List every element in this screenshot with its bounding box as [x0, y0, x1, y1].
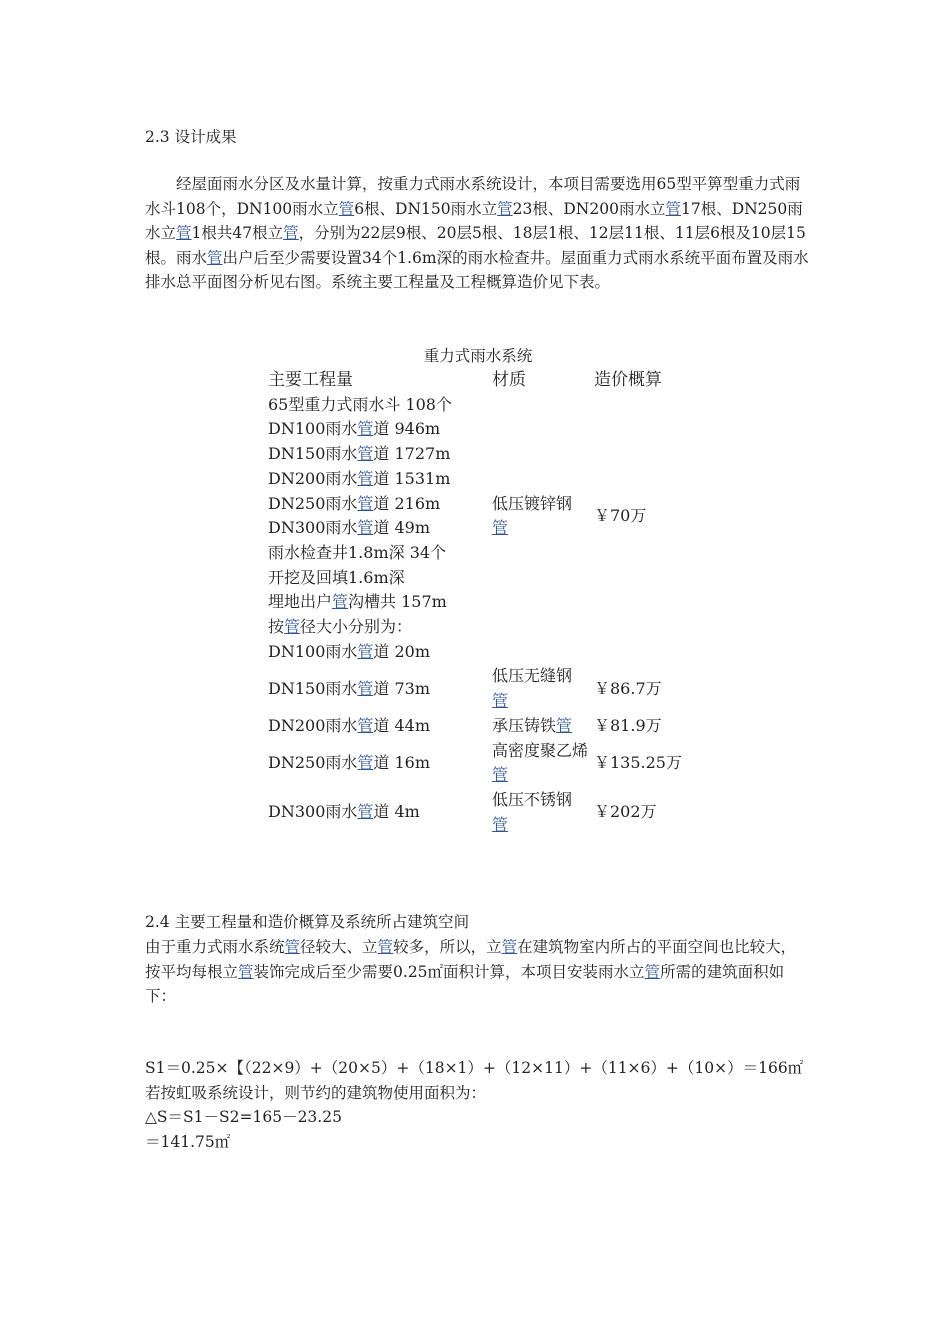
item-line — [268, 516, 492, 541]
section-2-4-paragraph — [145, 935, 810, 1009]
text-run: 雨水检查井1.8m深 34个 — [268, 542, 447, 562]
pipe-link[interactable]: 管 — [357, 468, 374, 488]
pipe-link[interactable]: 管 — [207, 248, 223, 267]
table-row — [268, 788, 688, 837]
text-run: 承压铸铁 — [492, 715, 557, 735]
pipe-link[interactable]: 管 — [501, 938, 518, 956]
text-run: 道 216m — [373, 493, 441, 513]
header-material: 材质 — [492, 370, 526, 390]
text-run: DN300雨水 — [268, 802, 358, 822]
text-run: 径较大、立 — [300, 938, 378, 956]
pipe-link[interactable]: 管 — [492, 518, 509, 538]
group1-material-cell — [492, 393, 594, 640]
calc-line-s1: S1＝0.25×【（22×9）+（20×5）+（18×1）+（12×11）+（11×6）+（10×）＝166㎡ — [145, 1059, 804, 1077]
cost-cell: ￥202万 — [594, 802, 657, 822]
section-2-4-heading: 2.4 主要工程量和造价概算及系统所占建筑空间 — [145, 913, 470, 931]
text-run: 由于重力式雨水系统 — [145, 938, 285, 956]
material-cell — [492, 714, 594, 739]
pipe-link[interactable]: 管 — [176, 224, 192, 242]
text-run: 17根、DN250雨水立 — [145, 199, 803, 242]
pipe-link[interactable]: 管 — [665, 199, 681, 218]
table-row — [268, 393, 688, 640]
section-2-3-heading: 2.3 设计成果 — [145, 128, 237, 146]
pipe-link[interactable]: 管 — [284, 617, 301, 637]
text-run: 道 946m — [373, 419, 441, 439]
item-cell — [268, 788, 492, 837]
material-cell — [492, 788, 594, 837]
group1-items-cell — [268, 393, 492, 640]
text-run: 低压不锈钢 — [492, 789, 573, 809]
pipe-link[interactable]: 管 — [492, 691, 509, 711]
pipe-link[interactable]: 管 — [556, 715, 573, 735]
text-run: 按 — [268, 617, 285, 637]
text-run: DN100雨水 — [268, 419, 358, 439]
calc-line-note: 若按虹吸系统设计，则节约的建筑物使用面积为： — [145, 1083, 487, 1102]
table-row — [268, 640, 688, 665]
pipe-link[interactable]: 管 — [238, 962, 254, 981]
text-run: 出户后至少需要设置34个1.6m深的雨水检查井。屋面重力式雨水系统平面布置及雨水排水总平面图分析见右图。系统主要工程量及工程概算造价见下表。 — [145, 248, 809, 291]
pipe-link[interactable]: 管 — [377, 938, 394, 956]
cost-cell: ￥86.7万 — [594, 678, 662, 698]
text-run: 装饰完成后至少需要0.25㎡面积计算，本项目安装雨水立 — [253, 962, 645, 981]
text-run: 沟槽共 157m — [348, 592, 447, 612]
pipe-link[interactable]: 管 — [357, 641, 374, 661]
pipe-link[interactable]: 管 — [338, 199, 355, 218]
item-cell — [268, 739, 492, 788]
text-run: 道 16m — [373, 752, 431, 772]
cost-cell: ￥81.9万 — [594, 715, 662, 735]
text-run: 65型重力式雨水斗 108个 — [268, 394, 452, 414]
text-run: 所需的建筑面积如下： — [145, 962, 785, 1005]
item-line — [268, 566, 492, 591]
table-header-row — [268, 368, 688, 393]
group1-cost-cell: ￥70万 — [594, 505, 647, 525]
item-line — [268, 541, 492, 566]
pipe-link[interactable]: 管 — [357, 678, 374, 698]
rainwater-system-table — [268, 344, 688, 837]
text-run: 道 73m — [373, 678, 431, 698]
text-run: DN300雨水 — [268, 518, 358, 538]
text-run: 低压无缝钢 — [492, 666, 573, 686]
pipe-link[interactable]: 管 — [357, 518, 374, 538]
pipe-link[interactable]: 管 — [357, 715, 374, 735]
item-line — [268, 467, 492, 492]
text-run: 高密度聚乙烯 — [492, 740, 589, 760]
text-run: 道 4m — [373, 802, 420, 822]
text-run: 较多，所以，立 — [393, 938, 502, 956]
pipe-link[interactable]: 管 — [332, 592, 349, 612]
item-cell — [268, 640, 492, 665]
text-run: 道 44m — [373, 715, 431, 735]
item-cell — [268, 714, 492, 739]
text-run: ，分别为22层9根、20层5根、18层1根、12层11根、11层6根及10层15根。雨水 — [145, 224, 806, 267]
text-run: 经屋面雨水分区及水量计算，按重力式雨水系统设计，本项目需要选用65型平箅型重力式雨水斗108个，DN100雨水立 — [145, 175, 801, 218]
material-cell — [492, 664, 594, 713]
text-run: 径大小分别为： — [300, 617, 413, 637]
item-line — [268, 417, 492, 442]
table-row — [268, 664, 688, 713]
material-cell — [492, 739, 594, 788]
calc-line-result: ＝141.75㎡ — [145, 1132, 231, 1151]
pipe-link[interactable]: 管 — [644, 962, 661, 981]
table-row — [268, 739, 688, 788]
pipe-link[interactable]: 管 — [357, 802, 374, 822]
pipe-link[interactable]: 管 — [357, 752, 374, 772]
pipe-link[interactable]: 管 — [497, 199, 513, 218]
cost-cell: ￥135.25万 — [594, 752, 682, 772]
text-run: 埋地出户 — [268, 592, 333, 612]
material-cell — [492, 640, 594, 665]
item-cell — [268, 664, 492, 713]
text-run: DN100雨水 — [268, 641, 358, 661]
text-run: DN150雨水 — [268, 444, 358, 464]
item-line — [268, 442, 492, 467]
section-2-3-paragraph — [145, 172, 810, 295]
item-line — [268, 492, 492, 517]
text-run: 在建筑物室内所占的平面空间也比较大，按平均每根立 — [145, 938, 797, 981]
text-run: DN200雨水 — [268, 715, 358, 735]
pipe-link[interactable]: 管 — [357, 419, 374, 439]
table-title: 重力式雨水系统 — [423, 347, 533, 365]
text-run: 道 1727m — [373, 444, 451, 464]
pipe-link[interactable]: 管 — [284, 938, 301, 956]
text-run: 道 49m — [373, 518, 431, 538]
calc-line-delta: △S＝S1－S2=165－23.25 — [145, 1108, 342, 1126]
text-run: 6根、DN150雨水立 — [354, 199, 498, 218]
text-run: 道 20m — [373, 641, 431, 661]
text-run: 低压镀锌钢 — [492, 493, 573, 513]
pipe-link[interactable]: 管 — [357, 444, 374, 464]
pipe-link[interactable]: 管 — [357, 493, 374, 513]
text-run: 开挖及回填1.6m深 — [268, 567, 405, 587]
pipe-link[interactable]: 管 — [492, 814, 509, 834]
text-run: 1根共47根立 — [191, 224, 284, 242]
area-calculation — [145, 1056, 810, 1154]
cost-cell — [594, 640, 688, 665]
pipe-link[interactable]: 管 — [283, 224, 299, 242]
item-line — [268, 615, 492, 640]
text-run: DN200雨水 — [268, 468, 358, 488]
header-item: 主要工程量 — [268, 370, 353, 390]
text-run: 23根、DN200雨水立 — [512, 199, 666, 218]
pipe-link[interactable]: 管 — [492, 765, 509, 785]
text-run: DN250雨水 — [268, 493, 358, 513]
header-cost: 造价概算 — [594, 370, 662, 390]
item-line — [268, 590, 492, 615]
engineering-table — [268, 368, 688, 837]
text-run: DN150雨水 — [268, 678, 358, 698]
table-row — [268, 714, 688, 739]
text-run: DN250雨水 — [268, 752, 358, 772]
item-line — [268, 393, 492, 418]
text-run: 道 1531m — [373, 468, 451, 488]
